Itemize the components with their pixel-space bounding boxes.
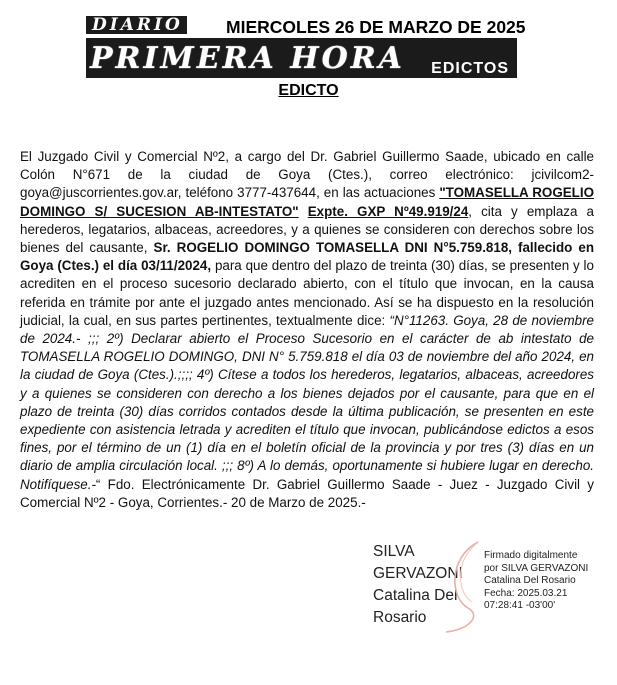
closing-text: “ Fdo. Electrónicamente Dr. Gabriel Guillermo Saade - Juez - Juzgado Civil y Comercial Nº2 - Goya, Corrientes.- 20 de Marzo de 2025.- — [20, 476, 594, 510]
stamp-line: 07:28:41 -03'00' — [484, 600, 556, 612]
logo-diario: DIARIO — [86, 16, 187, 34]
stamp-line: por SILVA GERVAZONI — [484, 562, 589, 574]
stamp-line: Catalina Del Rosario — [484, 575, 576, 587]
edict-body — [20, 148, 594, 512]
signer-name-line: Catalina Del — [373, 587, 458, 604]
signer-name-line: Rosario — [373, 609, 427, 626]
edict-title: EDICTO — [278, 82, 339, 99]
deadline-text: para que dentro del plazo de treinta (30) días, se presenten y lo acrediten en el proceso sucesorio declarado abierto, con el título que invocan, en la causa referida en trámite por ante el juzgado antes mencionado. Así se ha dispuesto en la resolución judicial, la cual, en sus partes pertinentes, textualmente dice: — [20, 258, 594, 328]
signer-name-line: GERVAZONI — [373, 565, 463, 582]
case-number: Expte. GXP Nº49.919/24 — [307, 203, 469, 219]
publication-date: MIERCOLES 26 DE MARZO DE 2025 — [222, 16, 530, 38]
resolution-quote: “N°11263. Goya, 28 de noviembre de 2024.- ;;; 2º) Declarar abierto el Proceso Sucesorio en el carácter de ab intestato de TOMASELLA ROGELIO DOMINGO, DNI N° 5.759.818 el día 03 de noviembre del año 2024, en la ciudad de Goya (Ctes.).;;;; 4º) Cítese a todos los herederos, legatarios, albaceas, acreedores y a quienes se consideren con derecho a los bienes dejados por el causante, para que en el plazo de treinta (30) días corridos contados desde la última publicación, se presenten en este expediente con asistencia letrada y acrediten el título que invocan, publicándose edictos a esos fines, por el término de un (1) día en el boletín oficial de la provincia y por tres (3) días en un diario de amplia circulación local. ;;; 8º) A lo demás, oportunamente si hubiere lugar en derecho. Notifíquese.- — [20, 312, 594, 492]
case-title: "TOMASELLA ROGELIO DOMINGO S/ SUCESION AB-INTESTATO" — [20, 185, 594, 219]
signer-name-line: SILVA — [373, 543, 415, 560]
summons-text: , cita y emplaza a herederos, legatarios, albaceas, acreedores, y a quienes se consideren con derechos sobre los bienes del causante, — [20, 203, 594, 256]
stamp-line: Firmado digitalmente — [484, 550, 578, 561]
logo-primera-hora: PRIMERA HORA — [90, 41, 405, 76]
digital-signature-stamp — [484, 550, 609, 613]
section-label: EDICTOS — [431, 60, 509, 77]
deceased-info: Sr. ROGELIO DOMINGO TOMASELLA DNI N°5.759.818, fallecido en Goya (Ctes.) el día 03/11/2024, — [20, 240, 595, 274]
stamp-line: Fecha: 2025.03.21 — [484, 587, 568, 599]
intro-text: El Juzgado Civil y Comercial Nº2, a cargo del Dr. Gabriel Guillermo Saade, ubicado en calle Colón N°671 de la ciudad de Goya (Ctes.), correo electrónico: jcivilcom2-goya@juscorrientes.gov.ar, teléfono 3777-437644, en las actuaciones — [20, 149, 594, 201]
newspaper-masthead — [86, 10, 526, 78]
